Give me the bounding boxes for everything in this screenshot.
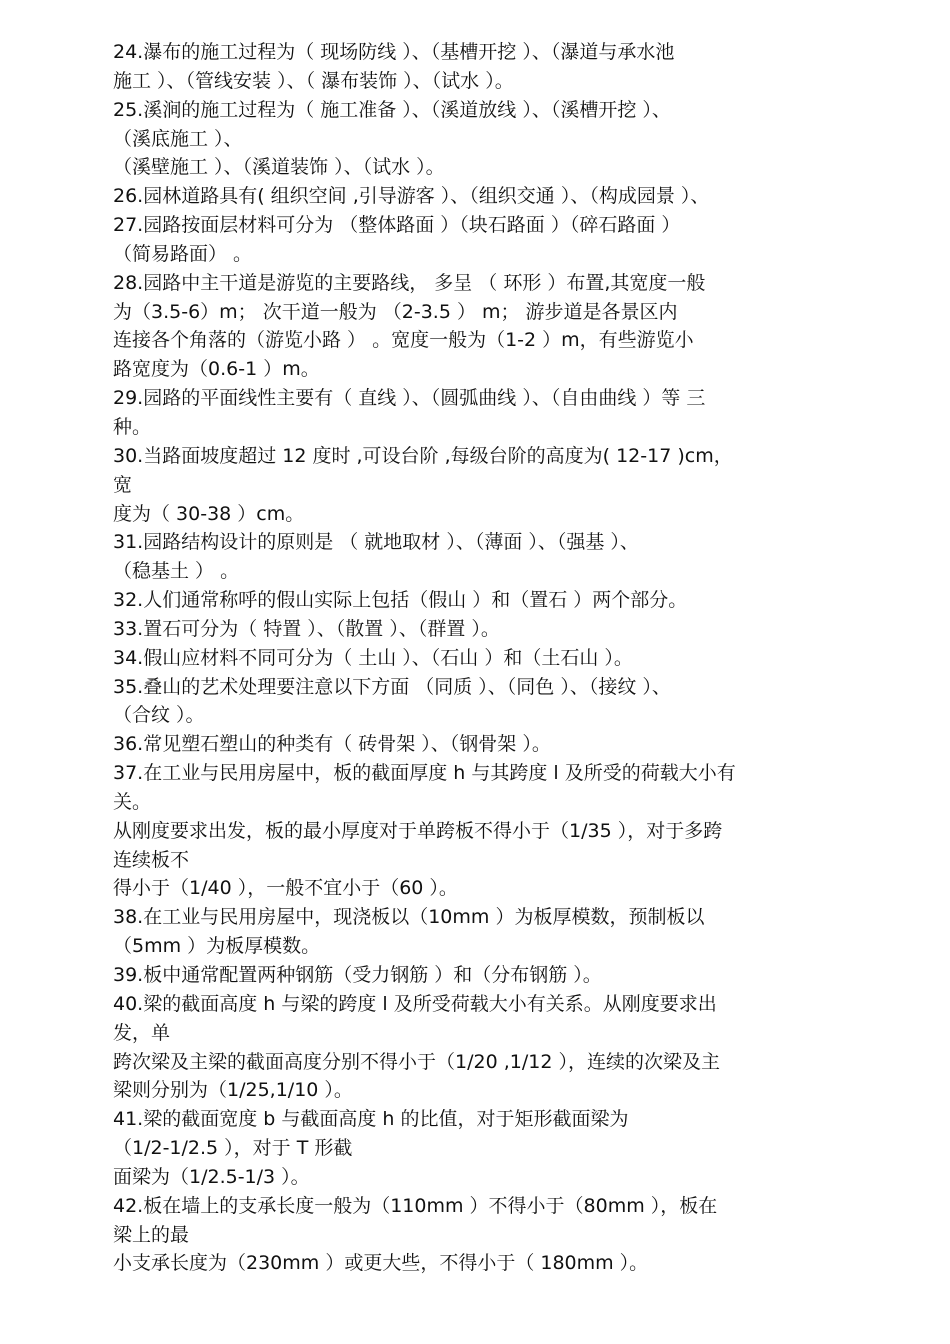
text-line: 宽 (113, 473, 133, 496)
text-line: 42.板在墙上的支承长度一般为（110mm ）不得小于（80mm ），板在 (113, 1194, 718, 1217)
text-line: 面梁为（1/2.5-1/3 ）。 (113, 1165, 310, 1188)
text-line: 度为（ 30-38 ）cm。 (113, 502, 305, 525)
text-line: 得小于（1/40 ），一般不宜小于（60 ）。 (113, 877, 458, 900)
text-line: 30.当路面坡度超过 12 度时 ,可设台阶 ,每级台阶的高度为( 12-17 )cm， (113, 444, 733, 467)
text-line: 38.在工业与民用房屋中，现浇板以（10mm ）为板厚模数，预制板以 (113, 906, 705, 929)
text-line: 27.园路按面层材料可分为 （整体路面 ）（块石路面 ）（碎石路面 ） (113, 214, 681, 237)
text-line: 24.瀑布的施工过程为（ 现场防线 ）、（基槽开挖 ）、（瀑道与承水池 (113, 41, 675, 63)
text-line: （溪底施工 ）、 (113, 127, 243, 150)
text-line: 跨次梁及主梁的截面高度分别不得小于（1/20 ,1/12 ），连续的次梁及主 (113, 1050, 720, 1073)
text-line: 连接各个角落的（游览小路 ） 。宽度一般为（1-2 ）m，有些游览小 (113, 329, 694, 352)
text-line: 为（3.5-6）m； 次干道一般为 （2-3.5 ） m； 游步道是各景区内 (113, 300, 678, 323)
text-line: 32.人们通常称呼的假山实际上包括（假山 ）和（置石 ）两个部分。 (113, 589, 688, 612)
text-line: （简易路面） 。 (113, 242, 253, 265)
text-line: 施工 ）、（管线安装 ）、（ 瀑布装饰 ）、（试水 ）。 (113, 69, 514, 92)
text-line: 29.园路的平面线性主要有（ 直线 ）、（圆弧曲线 ）、（自由曲线 ）等 三 (113, 387, 706, 410)
text-line: 37.在工业与民用房屋中，板的截面厚度 h 与其跨度 l 及所受的荷载大小有 (113, 762, 736, 785)
text-line: （1/2-1/2.5 ），对于 T 形截 (113, 1137, 353, 1160)
text-line: 发，单 (113, 1021, 171, 1044)
text-line: 路宽度为（0.6-1 ）m。 (113, 358, 320, 381)
text-line: （稳基土 ） 。 (113, 560, 240, 583)
text-line: 28.园路中主干道是游览的主要路线， 多呈 （ 环形 ）布置,其宽度一般 (113, 271, 706, 294)
text-line: 31.园路结构设计的原则是 （ 就地取材 ）、（薄面 ）、（强基 ）、 (113, 531, 639, 554)
text-line: （5mm ）为板厚模数。 (113, 935, 321, 958)
text-line: （溪壁施工 ）、（溪道装饰 ）、（试水 ）。 (113, 156, 445, 179)
text-line: 小支承长度为（230mm ）或更大些，不得小于（ 180mm ）。 (113, 1252, 649, 1275)
text-line: 连续板不 (113, 848, 190, 871)
text-line: 26.园林道路具有( 组织空间 ,引导游客 ）、（组织交通 ）、（构成园景 ）、 (113, 185, 710, 208)
text-line: 34.假山应材料不同可分为（ 土山 ）、（石山 ）和（土石山 ）。 (113, 646, 633, 669)
text-line: （合纹 ）。 (113, 704, 205, 727)
text-line: 梁则分别为（1/25,1/10 ）。 (113, 1079, 353, 1102)
text-line: 39.板中通常配置两种钢筋（受力钢筋 ）和（分布钢筋 ）。 (113, 964, 602, 986)
text-line: 从刚度要求出发，板的最小厚度对于单跨板不得小于（1/35 ），对于多跨 (113, 819, 723, 842)
text-line: 40.梁的截面高度 h 与梁的跨度 l 及所受荷载大小有关系。从刚度要求出 (113, 992, 717, 1015)
document-page (113, 38, 843, 1278)
text-line: 35.叠山的艺术处理要注意以下方面 （同质 ）、（同色 ）、（接纹 ）、 (113, 675, 671, 698)
text-line: 25.溪涧的施工过程为（ 施工准备 ）、（溪道放线 ）、（溪槽开挖 ）、 (113, 98, 671, 121)
text-line: 36.常见塑石塑山的种类有（ 砖骨架 ）、（钢骨架 ）。 (113, 733, 551, 756)
text-line: 种。 (113, 415, 152, 438)
text-line: 关。 (113, 790, 152, 813)
text-line: 41.梁的截面宽度 b 与截面高度 h 的比值，对于矩形截面梁为 (113, 1108, 629, 1131)
text-line: 梁上的最 (113, 1223, 190, 1246)
text-line: 33.置石可分为（ 特置 ）、（散置 ）、（群置 ）。 (113, 617, 500, 640)
